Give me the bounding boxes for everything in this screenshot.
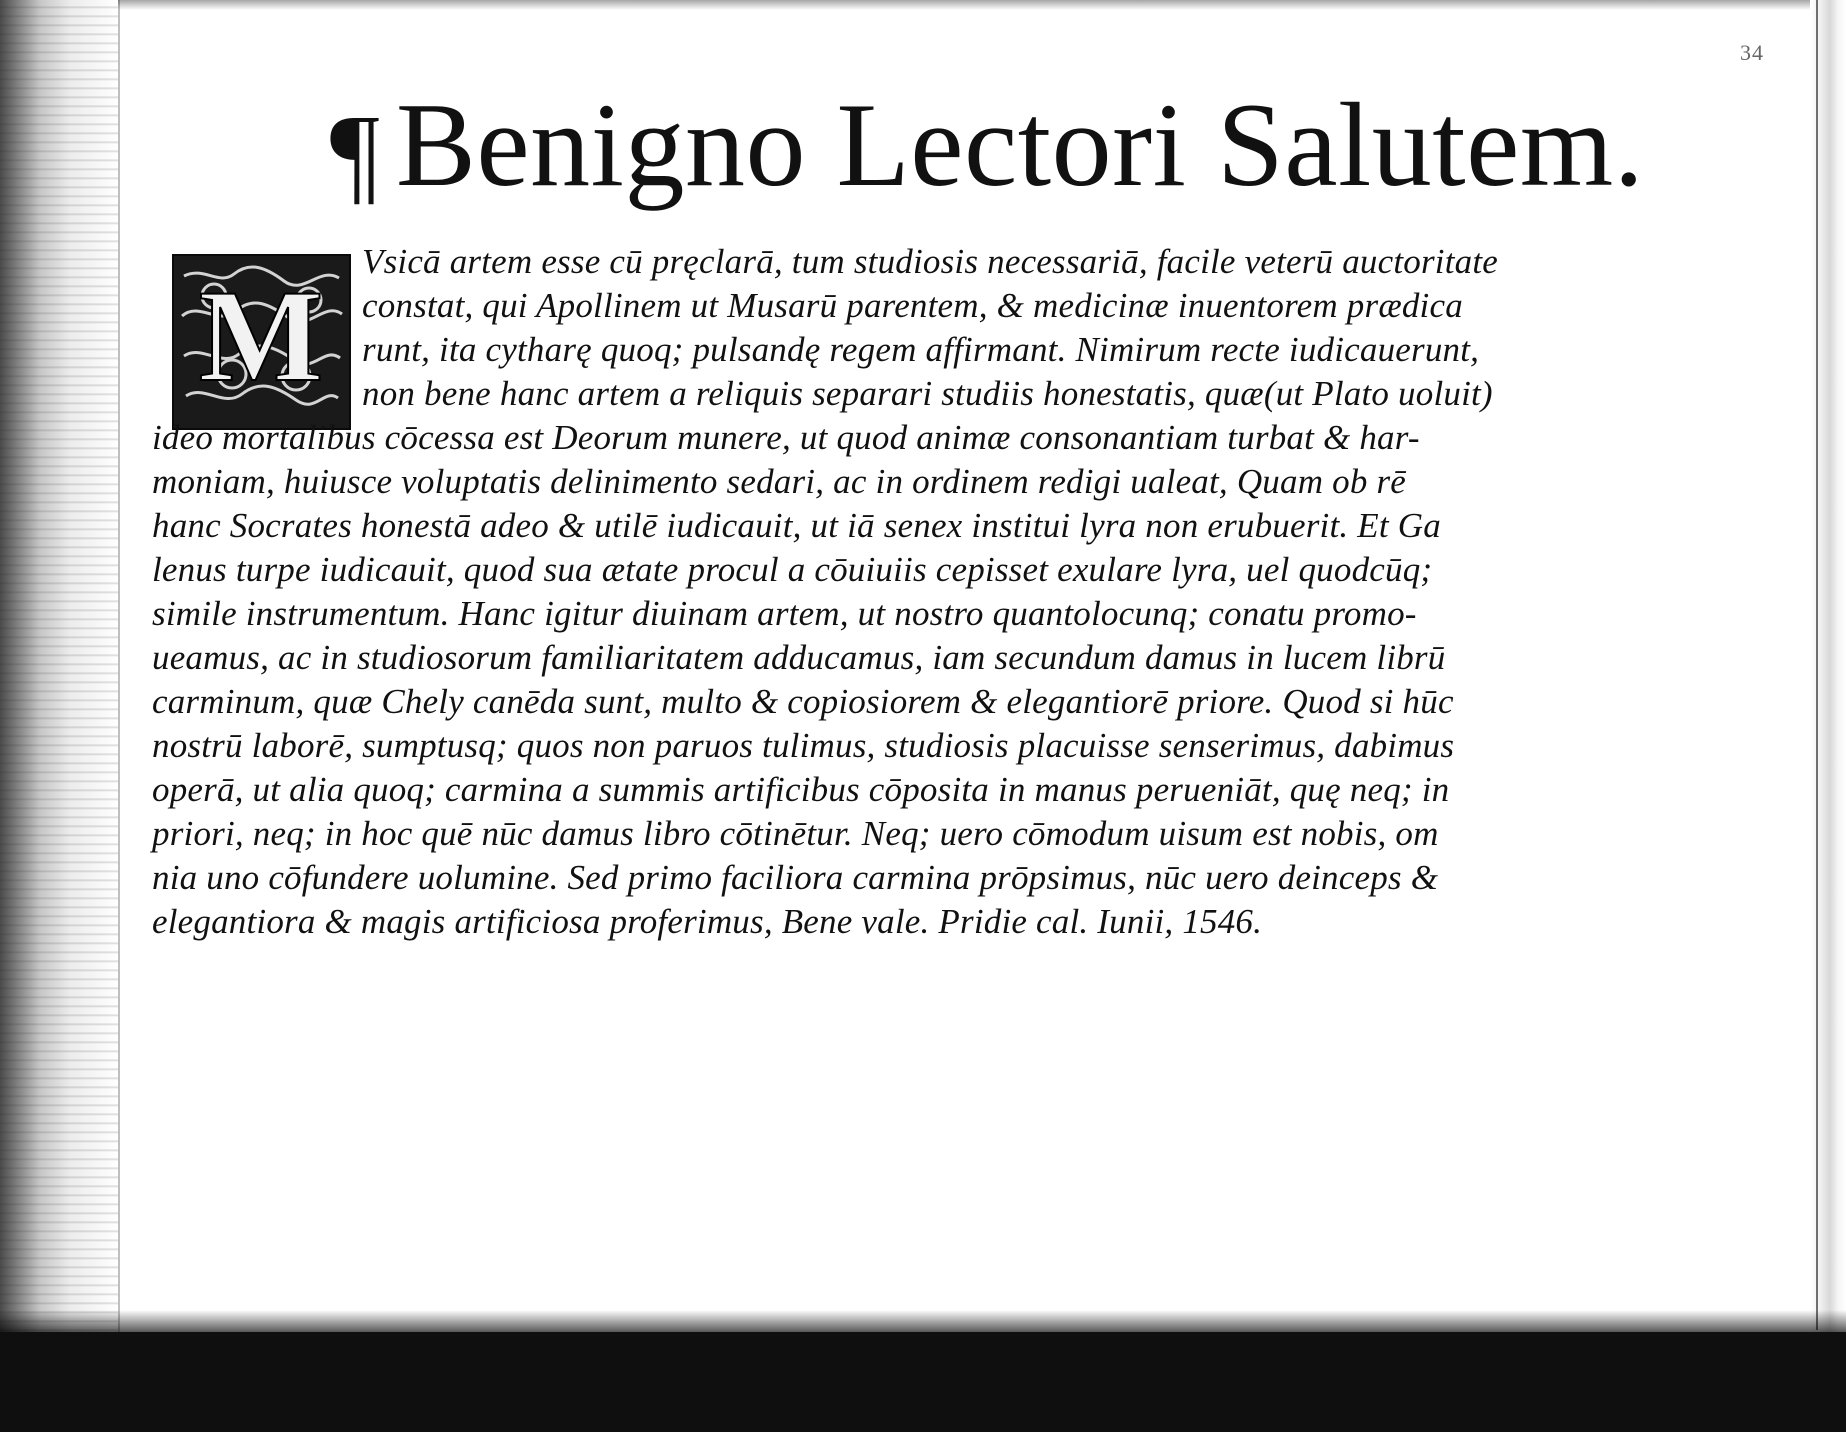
page-heading — [330, 60, 1645, 230]
dropcap-letter: M — [198, 262, 324, 409]
text-line-10: ueamus, ac in studiosorum familiaritatem adducamus, iam secundum damus in lucem librū — [152, 638, 1446, 677]
pilcrow-icon: ¶ — [330, 92, 380, 214]
text-line-12: nostrū laborē, sumptusq; quos non paruos tulimus, studiosis placuisse senserimus, dabimus — [152, 726, 1455, 765]
binding-line — [118, 0, 120, 1432]
text-line-15: nia uno cōfundere uolumine. Sed primo faciliora carmina prōpsimus, nūc uero deinceps & — [152, 858, 1439, 897]
bottom-dark-band — [0, 1332, 1846, 1432]
body-text-block — [152, 240, 1692, 1100]
ornamental-dropcap-icon — [172, 254, 351, 430]
text-line-13: operā, ut alia quoq; carmina a summis artificibus cōposita in manus perueniāt, quę neq; in — [152, 770, 1450, 809]
text-line-8: lenus turpe iudicauit, quod sua ætate procul a cōuiuiis cepisset exulare lyra, uel quodcūq; — [152, 550, 1433, 589]
right-edge-line — [1816, 0, 1818, 1330]
text-line-9: simile instrumentum. Hanc igitur diuinam artem, ut nostro quantolocunq; conatu promo- — [152, 594, 1417, 633]
text-line-6: moniam, huiusce voluptatis delinimento sedari, ac in ordinem redigi ualeat, Quam ob rē — [152, 462, 1407, 501]
text-line-5: ideo mortalibus cōcessa est Deorum munere, ut quod animæ consonantiam turbat & har- — [152, 418, 1420, 457]
text-line-3: runt, ita cytharę quoq; pulsandę regem affirmant. Nimirum recte iudicauerunt, — [362, 330, 1480, 369]
text-line-16: elegantiora & magis artificiosa proferimus, Bene vale. Pridie cal. Iunii, 1546. — [152, 902, 1263, 941]
bottom-shadow — [0, 1310, 1846, 1332]
text-line-14: priori, neq; in hoc quē nūc damus libro cōtinētur. Neq; uero cōmodum uisum est nobis, om — [152, 814, 1439, 853]
top-edge-shadow — [118, 0, 1818, 10]
page-title: Benigno Lectori Salutem. — [395, 78, 1645, 211]
text-line-1: Vsicā artem esse cū pręclarā, tum studiosis necessariā, facile veterū auctoritate — [362, 242, 1498, 281]
text-line-2: constat, qui Apollinem ut Musarū parentem, & medicinæ inuentorem prædica — [362, 286, 1463, 325]
binding-edge — [0, 0, 118, 1432]
text-line-7: hanc Socrates honestā adeo & utilē iudicauit, ut iā senex institui lyra non erubuerit. Et Ga — [152, 506, 1441, 545]
folio-number: 34 — [1740, 40, 1764, 65]
text-line-11: carminum, quæ Chely canēda sunt, multo & copiosiorem & elegantiorē priore. Quod si hūc — [152, 682, 1454, 721]
text-line-4: non bene hanc artem a reliquis separari studiis honestatis, quæ(ut Plato uoluit) — [362, 374, 1493, 413]
